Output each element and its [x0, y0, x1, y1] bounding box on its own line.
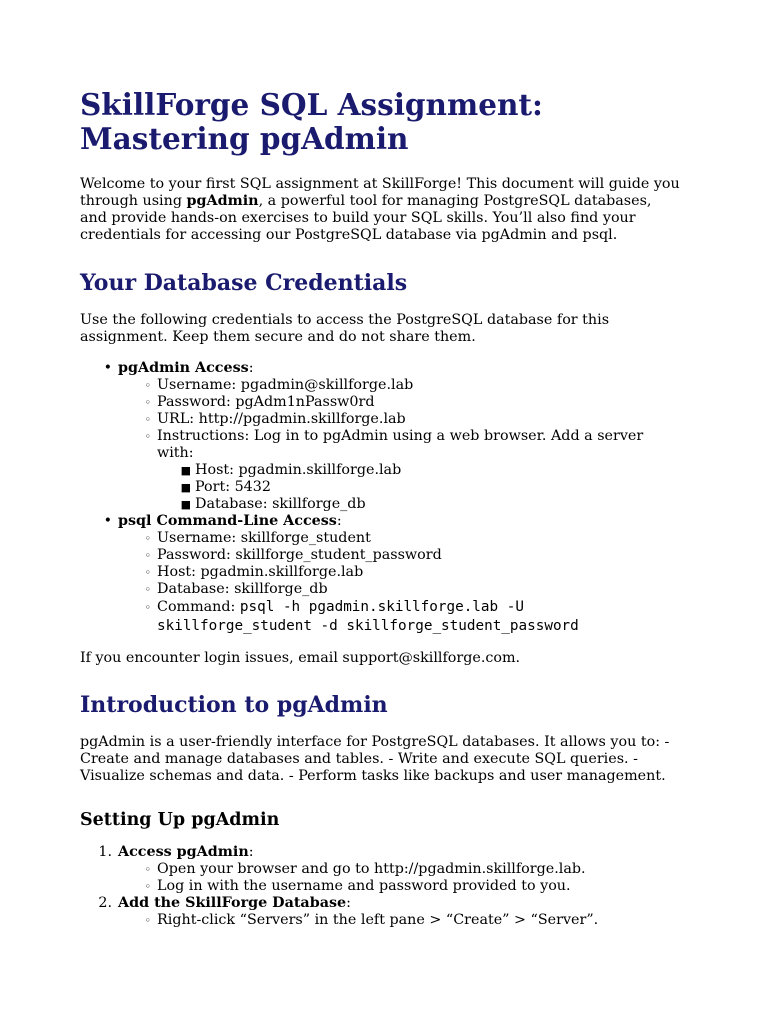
step-1-b: Log in with the username and password provided to you.: [157, 878, 571, 894]
pgadmin-password: Password: pgAdm1nPassw0rd: [157, 394, 375, 410]
step-1-a: Open your browser and go to http://pgadmin.skillforge.lab.: [157, 861, 586, 877]
step-number: 2.: [98, 895, 112, 911]
title-line-2: Mastering pgAdmin: [80, 121, 409, 156]
pgadmin-instructions: Instructions: Log in to pgAdmin using a web browser. Add a server with:: [157, 428, 644, 461]
psql-password: Password: skillforge_student_password: [157, 547, 442, 563]
colon: :: [346, 895, 351, 911]
command-line-1: psql -h pgadmin.skillforge.lab -U: [239, 599, 524, 615]
bullet-circle: ◦: [144, 549, 151, 562]
list-item-step-2: [80, 895, 680, 912]
bullet-circle: ◦: [144, 532, 151, 545]
intro-text-2: , a powerful tool for managing PostgreSQL databases, and provide hands-on exercises to build your SQL skills. You’ll also find your credentials for accessing our PostgreSQL database via pgAdmin and psql.: [80, 193, 652, 243]
psql-command: [157, 598, 680, 636]
list-item: [80, 479, 680, 496]
psql-database: Database: skillforge_db: [157, 581, 328, 597]
bullet-circle: ◦: [144, 379, 151, 392]
list-item: [80, 530, 680, 547]
introduction-body: pgAdmin is a user-friendly interface for PostgreSQL databases. It allows you to: - Create and manage databases and tables. - Write and execute SQL queries. - Visualize schemas and data. - Perform tasks like backups and user management.: [80, 734, 670, 784]
heading-introduction: Introduction to pgAdmin: [80, 692, 388, 718]
bullet-circle: ◦: [144, 413, 151, 426]
step-2-a: Right-click “Servers” in the left pane > “Create” > “Server”.: [157, 912, 599, 928]
list-item: [80, 428, 680, 462]
bullet-square: ■: [180, 464, 191, 477]
credentials-list: [80, 360, 680, 636]
list-item-pgadmin: [80, 360, 680, 377]
list-item-step-1: [80, 844, 680, 861]
list-item: [80, 564, 680, 581]
pgadmin-username: Username: pgadmin@skillforge.lab: [157, 377, 414, 393]
list-item: [80, 411, 680, 428]
colon: :: [336, 513, 342, 529]
server-host: Host: pgadmin.skillforge.lab: [195, 462, 402, 478]
bullet-circle: ◦: [144, 583, 151, 596]
list-item: [80, 394, 680, 411]
document-body: [80, 88, 680, 929]
bullet-circle: ◦: [144, 566, 151, 579]
server-port: Port: 5432: [195, 479, 271, 495]
list-item: [80, 878, 680, 895]
bullet-square: ■: [180, 481, 191, 494]
step-number: 1.: [98, 844, 112, 860]
intro-paragraph: [80, 176, 680, 244]
pgadmin-url: URL: http://pgadmin.skillforge.lab: [157, 411, 406, 427]
psql-access-label: psql Command-Line Access: [118, 513, 337, 529]
colon: :: [248, 844, 254, 860]
bullet-circle: ◦: [144, 863, 151, 876]
list-item: [80, 598, 680, 636]
list-item: [80, 547, 680, 564]
list-item: [80, 496, 680, 513]
command-label: Command:: [157, 599, 240, 615]
support-note: If you encounter login issues, email support@skillforge.com.: [80, 650, 521, 666]
colon: :: [248, 360, 254, 376]
title-line-1: SkillForge SQL Assignment:: [80, 87, 543, 122]
intro-bold-pgadmin: pgAdmin: [186, 193, 259, 209]
bullet-disc: •: [103, 513, 112, 529]
list-item: [80, 912, 680, 929]
list-item: [80, 861, 680, 878]
bullet-square: ■: [180, 498, 191, 511]
server-database: Database: skillforge_db: [195, 496, 366, 512]
command-line-2: skillforge_student -d skillforge_student_password: [157, 618, 579, 634]
intro-text-1: Welcome to your first SQL assignment at SkillForge! This document will guide you through using: [80, 176, 680, 209]
bullet-circle: ◦: [144, 601, 151, 614]
heading-credentials: Your Database Credentials: [80, 270, 408, 296]
bullet-circle: ◦: [144, 880, 151, 893]
list-item: [80, 377, 680, 394]
list-item: [80, 462, 680, 479]
bullet-circle: ◦: [144, 914, 151, 927]
credentials-intro: Use the following credentials to access the PostgreSQL database for this assignment. Keep them secure and do not share them.: [80, 312, 610, 345]
psql-username: Username: skillforge_student: [157, 530, 371, 546]
bullet-disc: •: [103, 360, 112, 376]
psql-host: Host: pgadmin.skillforge.lab: [157, 564, 364, 580]
list-item: [80, 581, 680, 598]
setup-steps: [80, 844, 680, 929]
document-title: [80, 88, 680, 156]
step-2-label: Add the SkillForge Database: [118, 895, 347, 911]
bullet-circle: ◦: [144, 396, 151, 409]
list-item-psql: [80, 513, 680, 530]
pgadmin-access-label: pgAdmin Access: [118, 360, 249, 376]
heading-setup: Setting Up pgAdmin: [80, 810, 280, 830]
step-1-label: Access pgAdmin: [118, 844, 249, 860]
bullet-circle: ◦: [144, 430, 151, 443]
